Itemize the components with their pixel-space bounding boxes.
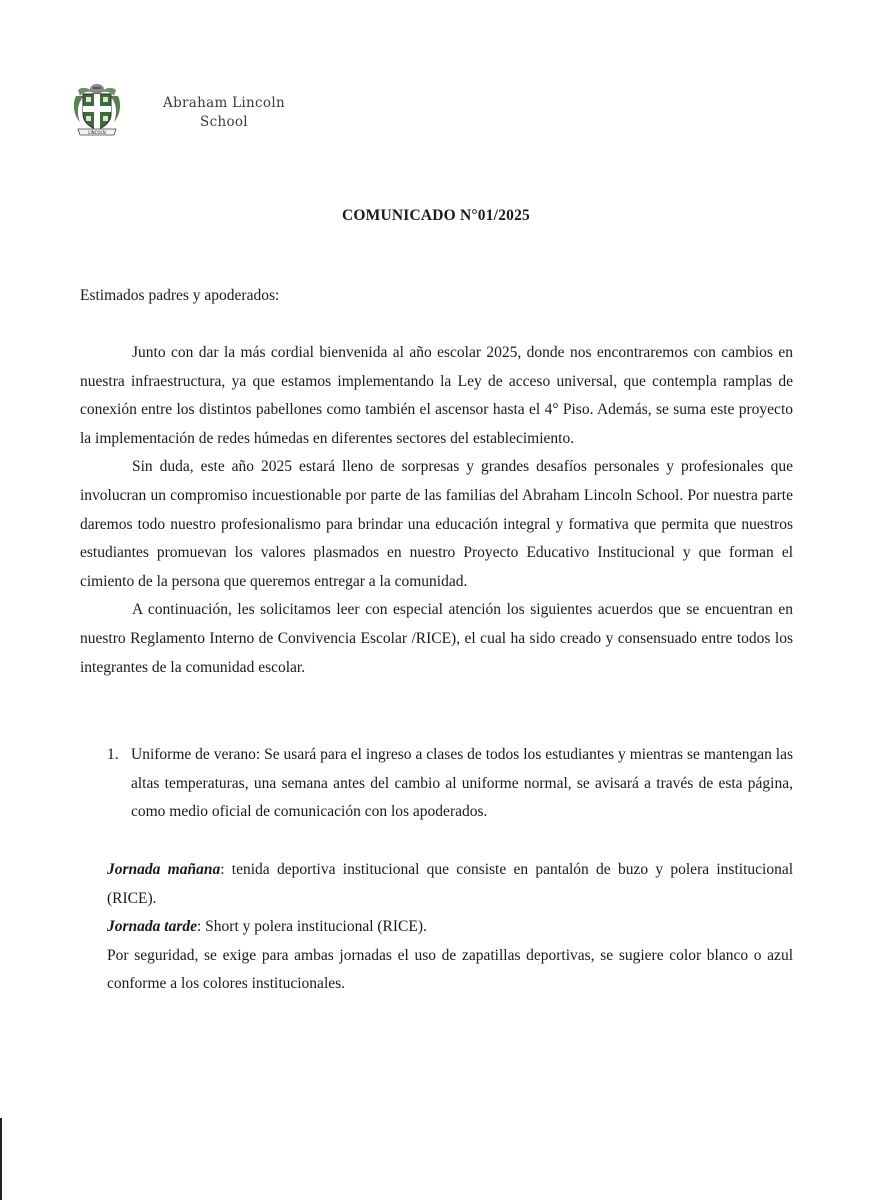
paragraph-commitment: Sin duda, este año 2025 estará lleno de sorpresas y grandes desafíos personales y profesionales que involucran un compromiso incuestionable por parte de las familias del Abraham Lincoln School. Por nuestra parte daremos todo nuestro profesionalismo para brindar una educación integral y formativa que permita que nuestros estudiantes promuevan los valores plasmados en nuestro Proyecto Educativo Institucional y que forman el cimiento de la persona que queremos entregar a la comunidad. [80, 458, 793, 590]
paragraph-agreements: A continuación, les solicitamos leer con especial atención los siguientes acuerdos que se encuentran en nuestro Reglamento Interno de Convivencia Escolar /RICE), el cual ha sido creado y consensuado entre todos los integrantes de la comunidad escolar. [80, 601, 793, 676]
scan-edge-mark [0, 1118, 2, 1200]
school-name-line1: Abraham Lincoln [163, 95, 285, 111]
afternoon-shift-text: : Short y polera institucional (RICE). [197, 918, 427, 936]
body-text [80, 339, 793, 682]
numbered-list [107, 741, 793, 827]
list-item-number: 1. [107, 746, 119, 763]
uniform-details [107, 856, 793, 999]
afternoon-shift-term: Jornada tarde [107, 918, 197, 936]
safety-note: Por seguridad, se exige para ambas jornadas el uso de zapatillas deportivas, se sugiere color blanco o azul conforme a los colores institucionales. [107, 946, 793, 993]
school-name-line2: School [200, 114, 248, 130]
list-item-text: Uniforme de verano: Se usará para el ingreso a clases de todos los estudiantes y mientras se mantengan las altas temperaturas, una semana antes del cambio al uniforme normal, se avisará a través de esta página, como medio oficial de comunicación con los apoderados. [131, 746, 793, 821]
letterhead [72, 82, 332, 142]
morning-shift-line [107, 856, 793, 913]
crest-scroll-text: LINCOLN [88, 130, 106, 135]
school-name [124, 94, 324, 132]
document-title: COMUNICADO N°01/2025 [341, 207, 530, 224]
afternoon-shift-line [107, 913, 793, 942]
salutation: Estimados padres y apoderados: [80, 287, 280, 304]
school-crest-icon [72, 82, 122, 137]
morning-shift-term: Jornada mañana [107, 861, 221, 878]
morning-shift-text: : tenida deportiva institucional que consiste en pantalón de buzo y polera institucional (RICE). [107, 861, 794, 907]
paragraph-welcome: Junto con dar la más cordial bienvenida al año escolar 2025, donde nos encontraremos con cambios en nuestra infraestructura, ya que estamos implementando la Ley de acceso universal, que contempla ramplas de conexión entre los distintos pabellones como también el ascensor hasta el 4° Piso. Además, se suma este proyecto la implementación de redes húmedas en diferentes sectores del establecimiento. [80, 344, 793, 447]
